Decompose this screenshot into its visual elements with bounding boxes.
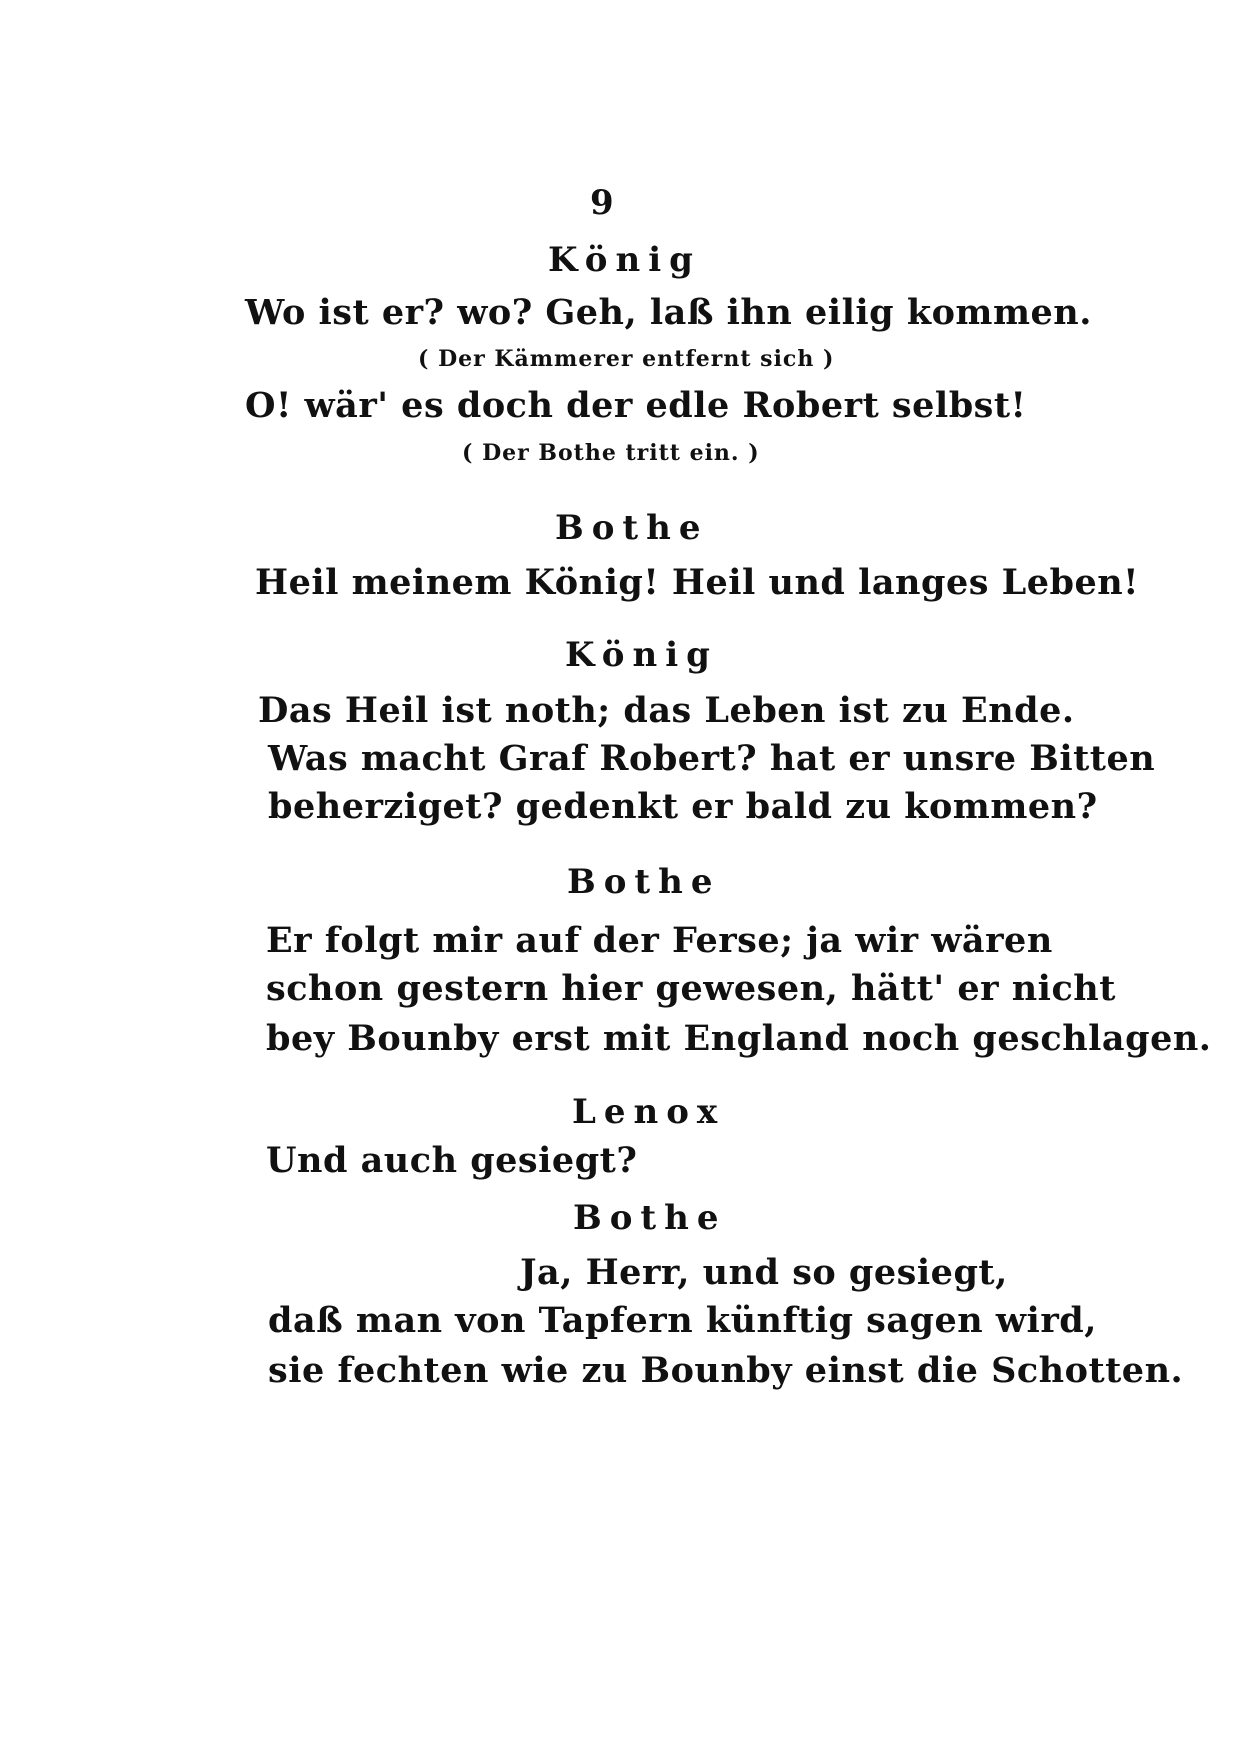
stage-direction: ( Der Bothe tritt ein. ) — [462, 440, 760, 466]
verse-line: daß man von Tapfern künftig sagen wird, — [268, 1300, 1097, 1341]
verse-line: Ja, Herr, und so gesiegt, — [520, 1252, 1008, 1293]
speaker-name: Bothe — [555, 508, 709, 548]
page-number: 9 — [590, 183, 614, 223]
verse-line: beherziget? gedenkt er bald zu kommen? — [268, 786, 1098, 827]
stage-direction: ( Der Kämmerer entfernt sich ) — [418, 346, 835, 372]
verse-line: schon gestern hier gewesen, hätt' er nicht — [266, 968, 1116, 1009]
speaker-name: König — [548, 240, 701, 280]
speaker-name: Bothe — [567, 862, 721, 902]
verse-line: Wo ist er? wo? Geh, laß ihn eilig kommen. — [245, 292, 1092, 333]
verse-line: Heil meinem König! Heil und langes Leben! — [255, 562, 1140, 603]
verse-line: Und auch gesiegt? — [266, 1140, 638, 1181]
verse-line: O! wär' es doch der edle Robert selbst! — [245, 385, 1027, 426]
speaker-name: Lenox — [572, 1092, 726, 1132]
verse-line: bey Bounby erst mit England noch geschlagen. — [266, 1018, 1212, 1059]
verse-line: Das Heil ist noth; das Leben ist zu Ende. — [258, 690, 1075, 731]
verse-line: Er folgt mir auf der Ferse; ja wir wären — [266, 920, 1053, 961]
speaker-name: König — [565, 635, 718, 675]
speaker-name: Bothe — [573, 1198, 727, 1238]
verse-line: sie fechten wie zu Bounby einst die Schotten. — [268, 1350, 1184, 1391]
verse-line: Was macht Graf Robert? hat er unsre Bitten — [268, 738, 1156, 779]
